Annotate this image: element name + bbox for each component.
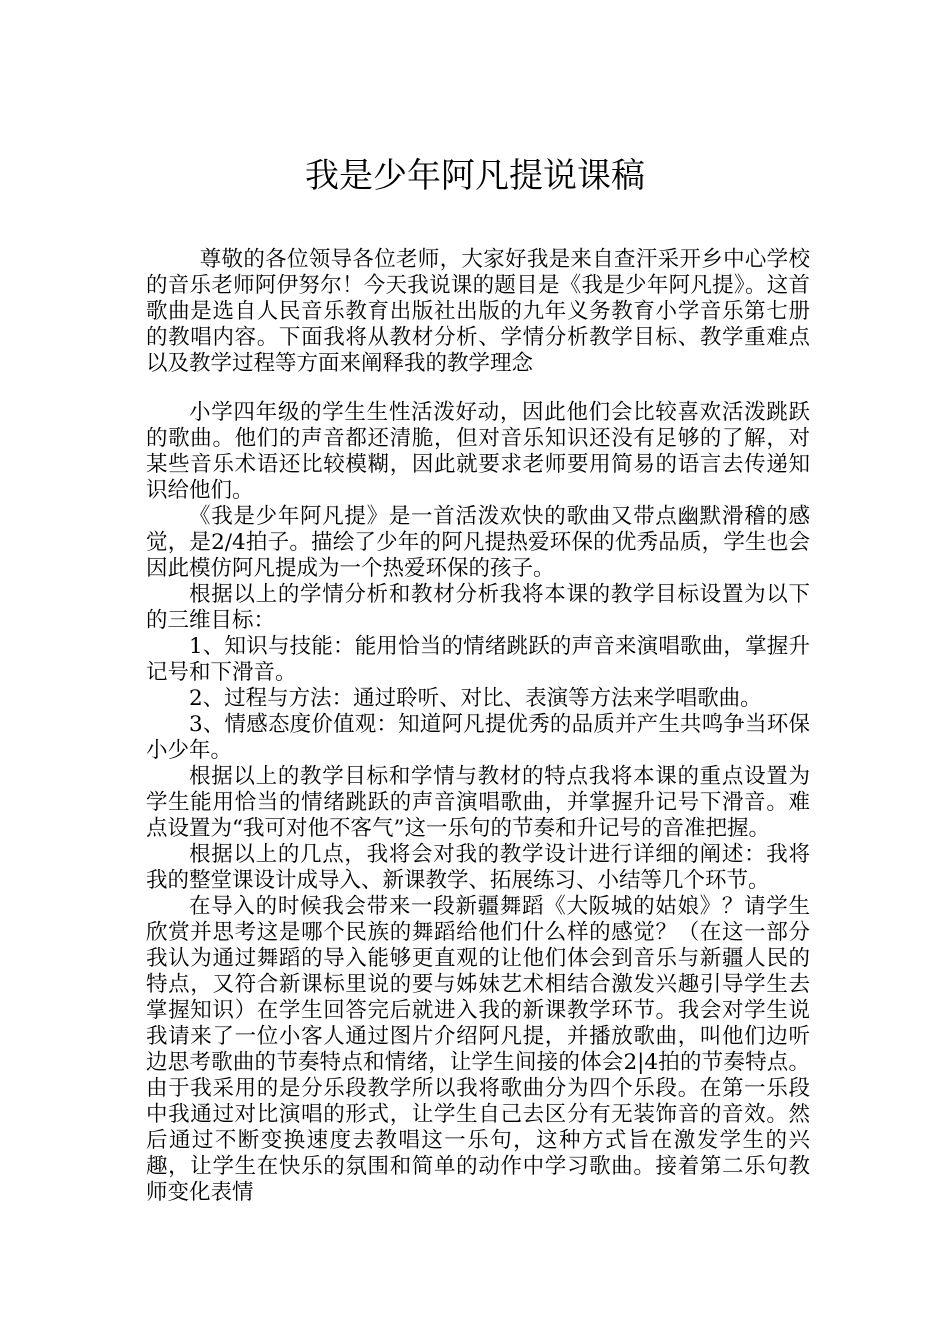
body-paragraph: 根据以上的几点，我将会对我的教学设计进行详细的阐述：我将我的整堂课设计成导入、新课教学、拓展练习、小结等几个环节。: [146, 842, 810, 893]
body-paragraph: 3、情感态度价值观：知道阿凡提优秀的品质并产生共鸣争当环保小少年。: [146, 712, 810, 763]
body-paragraph: 在导入的时候我会带来一段新疆舞蹈《大阪城的姑娘》？请学生欣赏并思考这是哪个民族的舞蹈给他们什么样的感觉？（在这一部分我认为通过舞蹈的导入能够更直观的让他们体会到音乐与新疆人民的特点，又符合新课标里说的要与姊妹艺术相结合激发兴趣引导学生去掌握知识）在学生回答完后就进入我的新课教学环节。我会对学生说我请来了一位小客人通过图片介绍阿凡提，并播放歌曲，叫他们边听边思考歌曲的节奏特点和情绪，让学生间接的体会2|4拍的节奏特点。由于我采用的是分乐段教学所以我将歌曲分为四个乐段。在第一乐段中我通过对比演唱的形式，让学生自己去区分有无装饰音的音效。然后通过不断变换速度去教唱这一乐句，这种方式旨在激发学生的兴趣，让学生在快乐的氛围和简单的动作中学习歌曲。接着第二乐句教师变化表情: [146, 894, 810, 1205]
body-paragraph: 1、知识与技能：能用恰当的情绪跳跃的声音来演唱歌曲，掌握升记号和下滑音。: [146, 634, 810, 685]
intro-paragraph: 尊敬的各位领导各位老师，大家好我是来自查汗采开乡中心学校的音乐老师阿伊努尔！今天我说课的题目是《我是少年阿凡提》。这首歌曲是选自人民音乐教育出版社出版的九年义务教育小学音乐第七册的教唱内容。下面我将从教材分析、学情分析教学目标、教学重难点以及教学过程等方面来阐释我的教学理念: [146, 247, 810, 376]
body-paragraph: 《我是少年阿凡提》是一首活泼欢快的歌曲又带点幽默滑稽的感觉，是2/4拍子。描绘了少年的阿凡提热爱环保的优秀品质，学生也会因此模仿阿凡提成为一个热爱环保的孩子。: [146, 504, 810, 581]
body-paragraph: 根据以上的教学目标和学情与教材的特点我将本课的重点设置为学生能用恰当的情绪跳跃的声音演唱歌曲，并掌握升记号下滑音。难点设置为“我可对他不客气”这一乐句的节奏和升记号的音准把握。: [146, 764, 810, 841]
body-paragraph: 根据以上的学情分析和教材分析我将本课的教学目标设置为以下的三维目标：: [146, 582, 810, 633]
intro-section: [146, 247, 810, 377]
document-title: 我是少年阿凡提说课稿: [305, 156, 645, 196]
body-section: [146, 400, 810, 1206]
body-paragraph: 2、过程与方法：通过聆听、对比、表演等方法来学唱歌曲。: [189, 686, 762, 711]
body-paragraph: 小学四年级的学生生性活泼好动，因此他们会比较喜欢活泼跳跃的歌曲。他们的声音都还清脆，但对音乐知识还没有足够的了解，对某些音乐术语还比较模糊，因此就要求老师要用简易的语言去传递知识给他们。: [146, 400, 810, 503]
